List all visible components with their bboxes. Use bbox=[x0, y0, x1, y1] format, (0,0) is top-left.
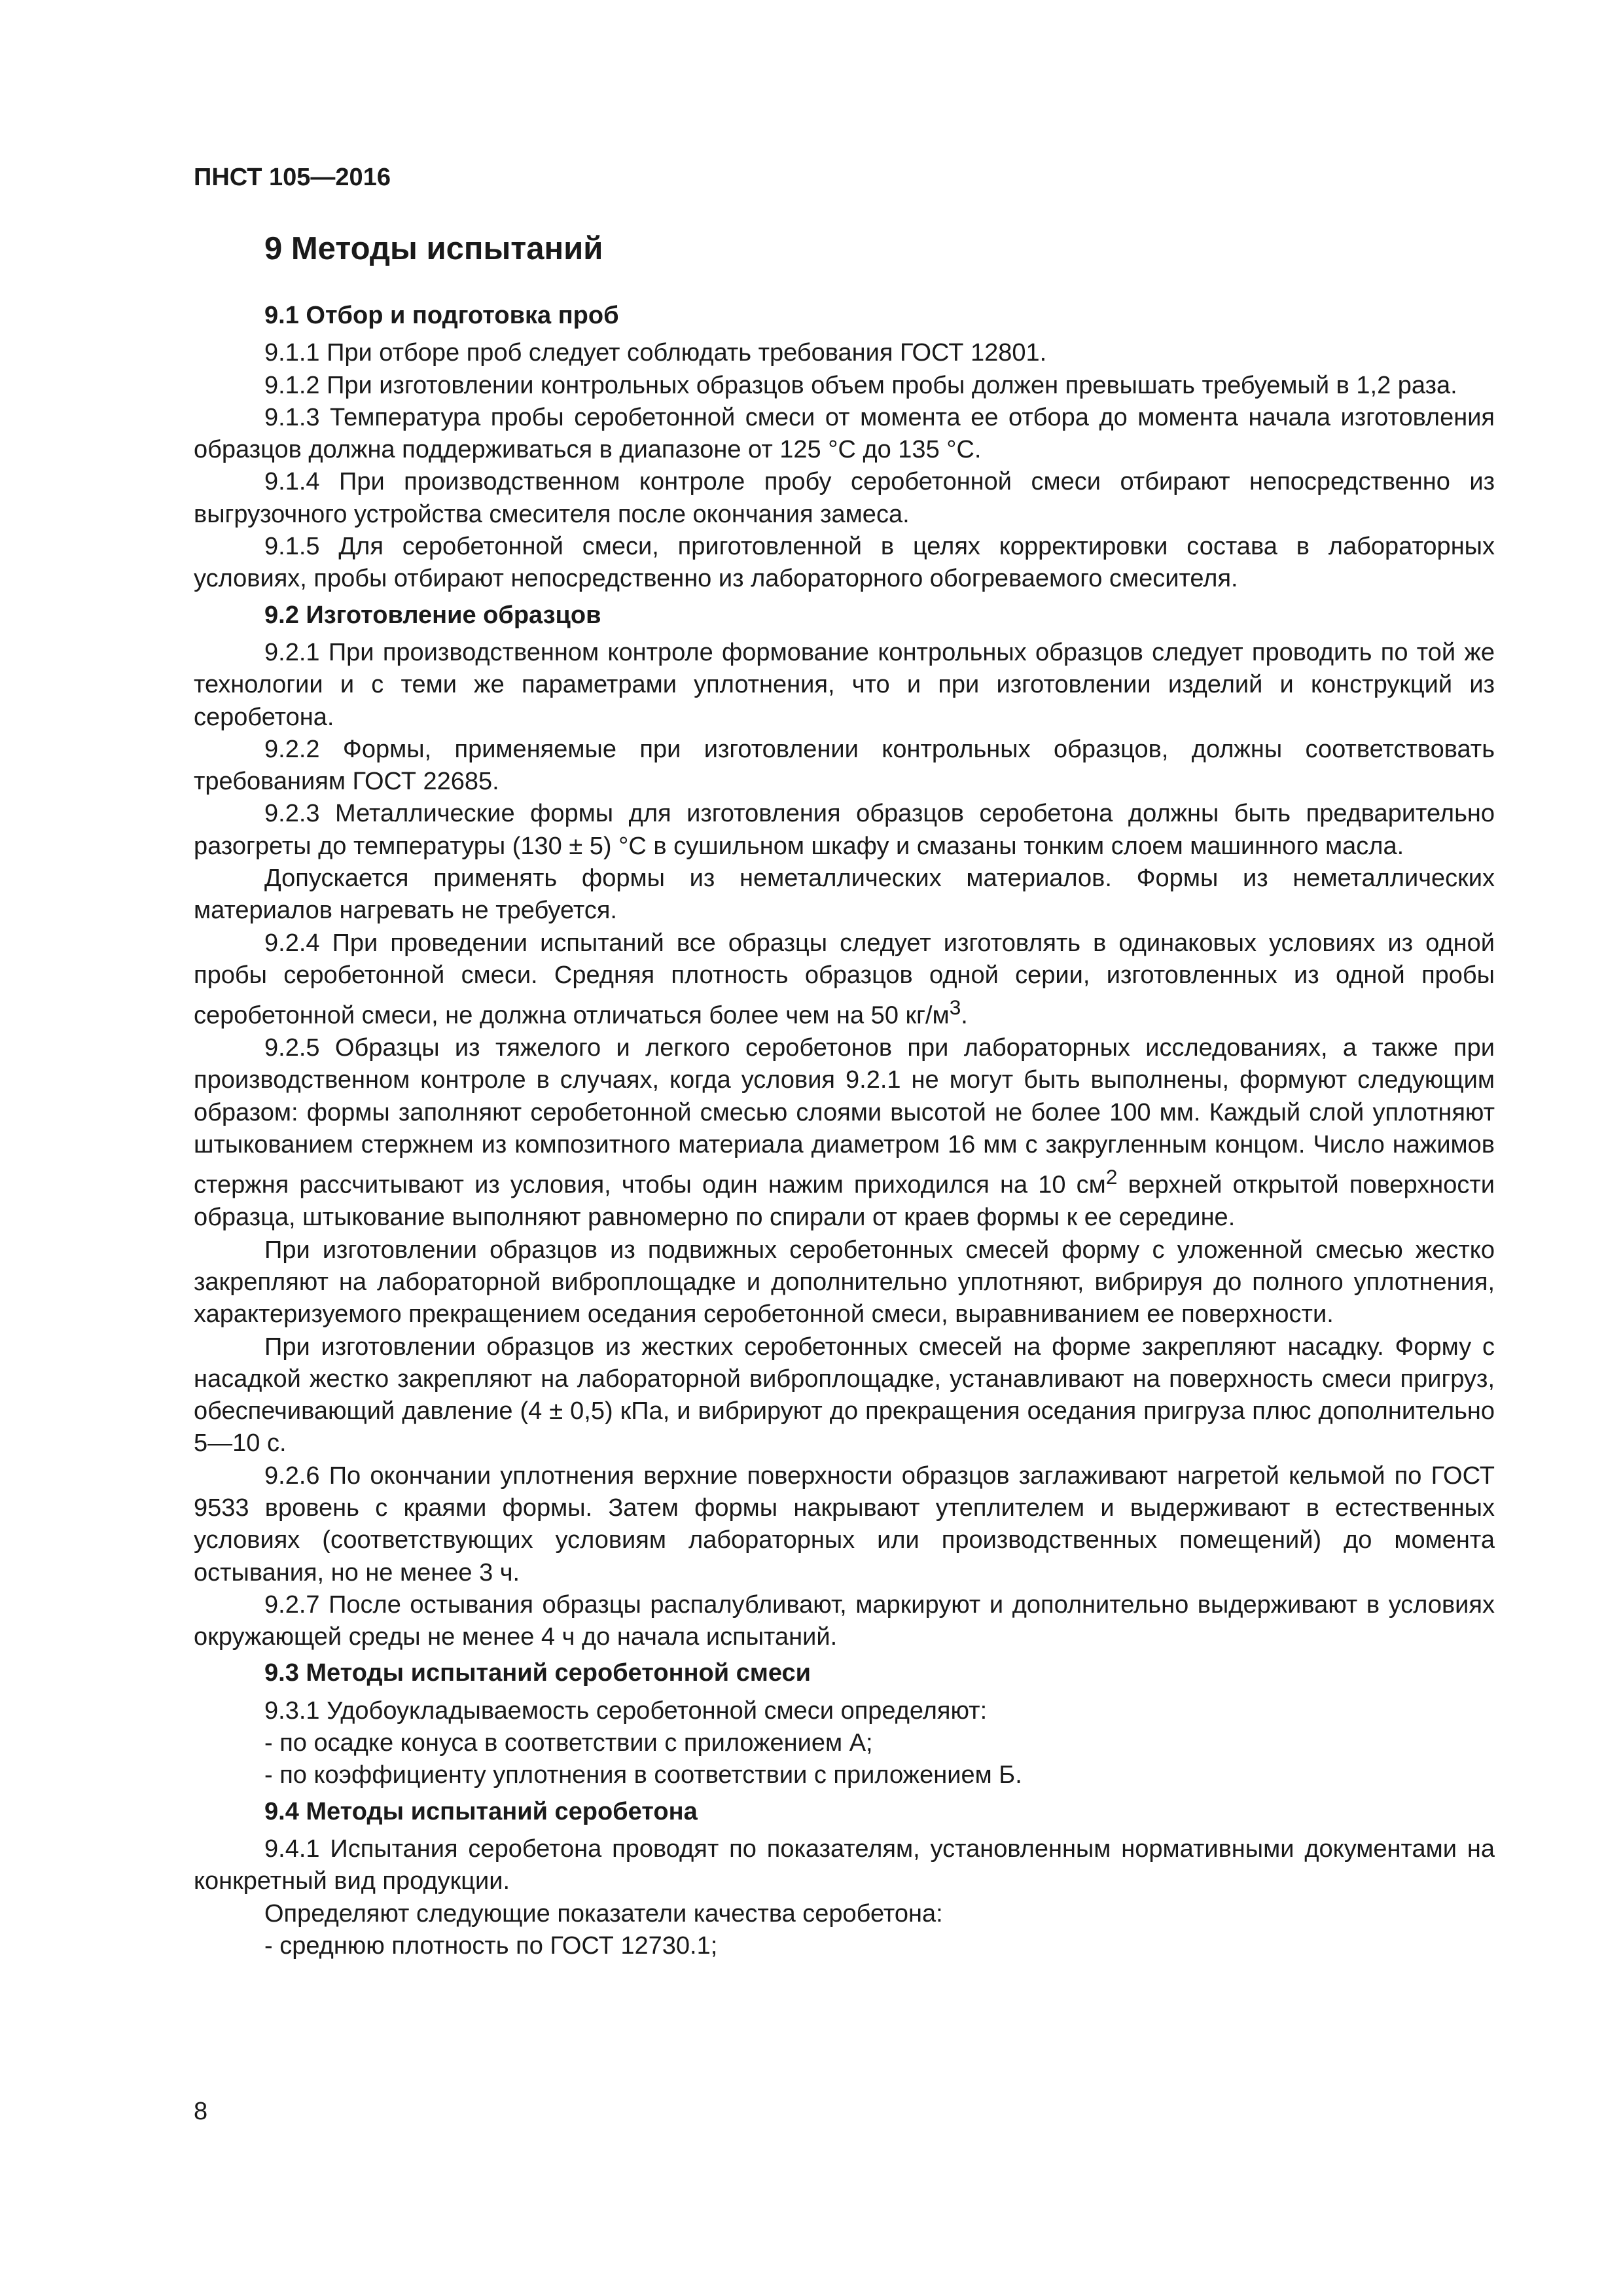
subsection-heading-9-4: 9.4 Методы испытаний серобетона bbox=[264, 1797, 698, 1825]
paragraph-9-3-1: 9.3.1 Удобоукладываемость серобетонной смеси определяют: bbox=[264, 1696, 988, 1725]
paragraph-9-4-1-list-intro: Определяют следующие показатели качества серобетона: bbox=[264, 1899, 943, 1928]
document-body bbox=[194, 300, 1495, 1962]
superscript: 3 bbox=[949, 996, 961, 1020]
paragraph-9-2-5-rigid: При изготовлении образцов из жестких серобетонных смесей на форме закрепляют насадку. Форму с насадкой жестко закрепляют на лабораторной виброплощадке, устанавливают на поверхность смеси пригруз, обеспечивающий давление (4 ± 0,5) кПа, и вибрируют до прекращения оседания пригруза плюс дополнительно 5—10 с. bbox=[194, 1333, 1495, 1458]
paragraph-9-2-5 bbox=[194, 1032, 1495, 1234]
page-number: 8 bbox=[194, 2098, 208, 2125]
paragraph-9-2-3-note: Допускается применять формы из неметаллических материалов. Формы из неметаллических материалов нагревать не требуется. bbox=[194, 865, 1495, 925]
paragraph-9-2-4-end: . bbox=[961, 1001, 968, 1030]
paragraph-9-1-4: 9.1.4 При производственном контроле пробу серобетонной смеси отбирают непосредственно из выгрузочного устройства смесителя после окончания замеса. bbox=[194, 468, 1495, 528]
paragraph-9-2-1: 9.2.1 При производственном контроле формование контрольных образцов следует проводить по той же технологии и с теми же параметрами уплотнения, что и при изготовлении изделий и конструкций из серобетона. bbox=[194, 638, 1495, 731]
paragraph-9-2-7: 9.2.7 После остывания образцы распалубливают, маркируют и дополнительно выдерживают в условиях окружающей среды не менее 4 ч до начала испытаний. bbox=[194, 1590, 1495, 1651]
section-title: 9 Методы испытаний bbox=[264, 231, 603, 266]
list-item: - по осадке конуса в соответствии с приложением А; bbox=[264, 1729, 873, 1757]
paragraph-9-2-5-mobile: При изготовлении образцов из подвижных серобетонных смесей форму с уложенной смесью жестко закрепляют на лабораторной виброплощадке и дополнительно уплотняют, вибрируя до полного уплотнения, характеризуемого прекращением оседания серобетонной смеси, выравниванием ее поверхности. bbox=[194, 1236, 1495, 1329]
list-item: - по коэффициенту уплотнения в соответствии с приложением Б. bbox=[264, 1761, 1022, 1789]
subsection-heading-9-2: 9.2 Изготовление образцов bbox=[264, 601, 601, 629]
paragraph-9-1-3: 9.1.3 Температура пробы серобетонной смеси от момента ее отбора до момента начала изготовления образцов должна поддерживаться в диапазоне от 125 °С до 135 °С. bbox=[194, 403, 1495, 464]
paragraph-9-2-5-end: верхней открытой поверхности образца, штыкование выполняют равномерно по спирали от краев формы к ее середине. bbox=[194, 1172, 1495, 1232]
subsection-heading-9-3: 9.3 Методы испытаний серобетонной смеси bbox=[264, 1659, 812, 1687]
paragraph-9-2-3: 9.2.3 Металлические формы для изготовления образцов серобетона должны быть предварительно разогреты до температуры (130 ± 5) °С в сушильном шкафу и смазаны тонким слоем машинного масла. bbox=[194, 800, 1495, 860]
paragraph-9-1-2: 9.1.2 При изготовлении контрольных образцов объем пробы должен превышать требуемый в 1,2 раза. bbox=[264, 371, 1457, 399]
paragraph-9-2-5-text: 9.2.5 Образцы из тяжелого и легкого серобетонов при лабораторных исследованиях, а также при производственном контроле в случаях, когда условия 9.2.1 не могут быть выполнены, формуют следующим образом: формы заполняют серобетонной смесью слоями высотой не более 100 мм. Каждый слой уплотняют штыкованием стержнем из композитного материала диаметром 16 мм с закругленным концом. Число нажимов стержня рассчитывают из условия, чтобы один нажим приходился на 10 см bbox=[194, 1034, 1495, 1200]
paragraph-9-1-5: 9.1.5 Для серобетонной смеси, приготовленной в целях корректировки состава в лабораторных условиях, пробы отбирают непосредственно из лабораторного обогреваемого смесителя. bbox=[194, 533, 1495, 593]
list-item: - среднюю плотность по ГОСТ 12730.1; bbox=[264, 1931, 718, 1960]
paragraph-9-2-6: 9.2.6 По окончании уплотнения верхние поверхности образцов заглаживают нагретой кельмой по ГОСТ 9533 вровень с краями формы. Затем формы накрывают утеплителем и выдерживают в естественных условиях (соответствующих условиям лабораторных или производственных помещений) до момента остывания, но не менее 3 ч. bbox=[194, 1462, 1495, 1587]
paragraph-9-2-2: 9.2.2 Формы, применяемые при изготовлении контрольных образцов, должны соответствовать требованиям ГОСТ 22685. bbox=[194, 735, 1495, 796]
document-header: ПНСТ 105—2016 bbox=[194, 164, 391, 191]
subsection-heading-9-1: 9.1 Отбор и подготовка проб bbox=[264, 302, 619, 329]
paragraph-9-2-4-text: 9.2.4 При проведении испытаний все образцы следует изготовлять в одинаковых условиях из одной пробы серобетонной смеси. Средняя плотность образцов одной серии, изготовленных из одной пробы серобетонной смеси, не должна отличаться более чем на 50 кг/м bbox=[194, 929, 1495, 1030]
superscript: 2 bbox=[1105, 1165, 1118, 1189]
paragraph-9-2-4 bbox=[194, 927, 1495, 1033]
paragraph-9-1-1: 9.1.1 При отборе проб следует соблюдать требования ГОСТ 12801. bbox=[264, 339, 1047, 367]
paragraph-9-4-1: 9.4.1 Испытания серобетона проводят по показателям, установленным нормативными документами на конкретный вид продукции. bbox=[194, 1835, 1495, 1895]
